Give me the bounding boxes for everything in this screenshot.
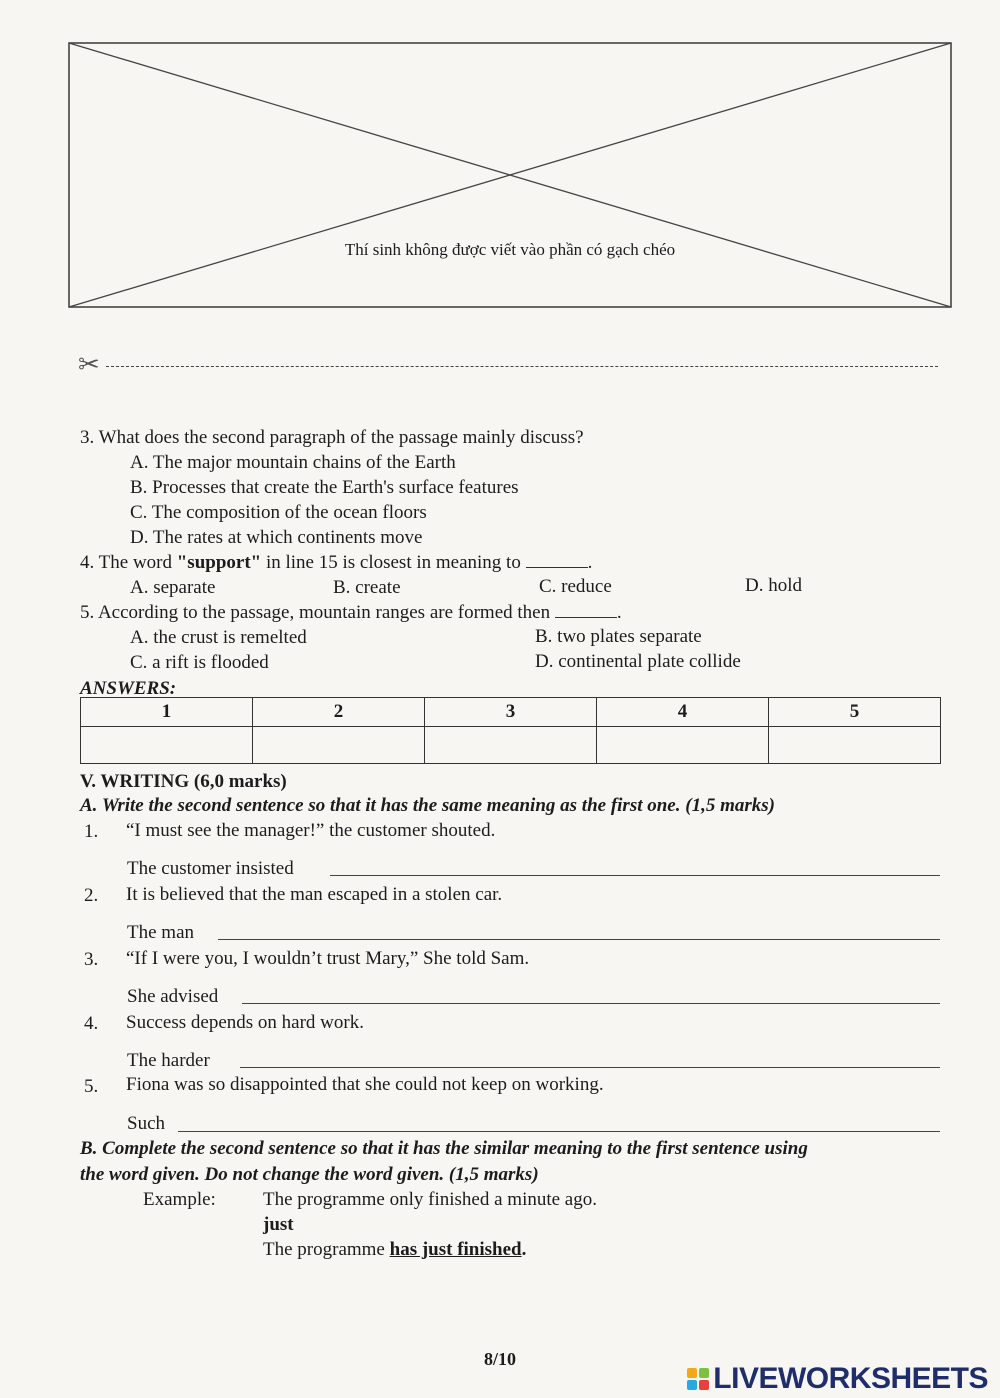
item-number: 2. bbox=[84, 885, 99, 906]
logo-icon bbox=[687, 1368, 709, 1390]
answer-cell-2[interactable] bbox=[253, 727, 425, 764]
cross-lines bbox=[68, 42, 952, 308]
crossed-out-box bbox=[68, 42, 952, 308]
question-5-blank bbox=[555, 601, 617, 618]
question-5-option-b[interactable]: B. two plates separate bbox=[535, 626, 702, 647]
answer-cell-4[interactable] bbox=[597, 727, 769, 764]
item-prompt: The customer insisted bbox=[127, 858, 294, 879]
answer-line[interactable] bbox=[218, 939, 940, 940]
example-sentence: The programme only finished a minute ago. bbox=[263, 1189, 597, 1210]
example-answer-key: has just finished bbox=[389, 1239, 522, 1260]
question-5-option-c[interactable]: C. a rift is flooded bbox=[130, 652, 269, 673]
answer-cell-5[interactable] bbox=[769, 727, 941, 764]
answer-line[interactable] bbox=[330, 875, 940, 876]
answers-label: ANSWERS: bbox=[80, 678, 177, 699]
answers-header-cell: 2 bbox=[253, 698, 425, 727]
answer-line[interactable] bbox=[242, 1003, 940, 1004]
item-prompt: Such bbox=[127, 1113, 165, 1134]
question-4-blank bbox=[526, 551, 588, 568]
cut-line bbox=[78, 350, 940, 380]
page-number: 8/10 bbox=[483, 1349, 516, 1369]
question-3-stem: 3. What does the second paragraph of the passage mainly discuss? bbox=[80, 427, 584, 448]
scissors-icon: ✂ bbox=[78, 350, 100, 380]
item-sentence: Fiona was so disappointed that she could not keep on working. bbox=[126, 1074, 604, 1095]
question-3-option-a[interactable]: A. The major mountain chains of the Earth bbox=[130, 452, 456, 473]
item-number: 5. bbox=[84, 1076, 99, 1097]
item-number: 3. bbox=[84, 949, 99, 970]
answers-header-cell: 1 bbox=[81, 698, 253, 727]
question-4-stem: 4. The word "support" in line 15 is closest in meaning to . bbox=[80, 552, 593, 573]
dashed-divider bbox=[106, 366, 938, 367]
answers-header-cell: 4 bbox=[597, 698, 769, 727]
item-sentence: Success depends on hard work. bbox=[126, 1012, 364, 1033]
item-sentence: It is believed that the man escaped in a stolen car. bbox=[126, 884, 503, 905]
item-prompt: She advised bbox=[127, 986, 219, 1007]
item-sentence: “I must see the manager!” the customer shouted. bbox=[126, 820, 496, 841]
question-4-option-b[interactable]: B. create bbox=[333, 577, 401, 598]
example-given-word: just bbox=[263, 1214, 294, 1235]
question-4-option-c[interactable]: C. reduce bbox=[539, 576, 612, 597]
answers-header-cell: 5 bbox=[769, 698, 941, 727]
item-number: 1. bbox=[84, 821, 99, 842]
writing-section-title: V. WRITING (6,0 marks) bbox=[80, 771, 287, 792]
answers-header-row bbox=[81, 698, 941, 727]
question-5-option-a[interactable]: A. the crust is remelted bbox=[130, 627, 307, 648]
answer-line[interactable] bbox=[240, 1067, 940, 1068]
answer-cell-3[interactable] bbox=[425, 727, 597, 764]
answers-header-cell: 3 bbox=[425, 698, 597, 727]
question-3-option-d[interactable]: D. The rates at which continents move bbox=[130, 527, 423, 548]
question-5-stem: 5. According to the passage, mountain ranges are formed then . bbox=[80, 602, 622, 623]
no-writing-note: Thí sinh không được viết vào phần có gạch chéo bbox=[344, 240, 676, 259]
answers-table bbox=[80, 697, 941, 764]
answer-line[interactable] bbox=[178, 1131, 940, 1132]
question-4-option-a[interactable]: A. separate bbox=[130, 577, 216, 598]
answers-input-row bbox=[81, 727, 941, 764]
item-prompt: The man bbox=[127, 922, 195, 943]
item-prompt: The harder bbox=[127, 1050, 210, 1071]
question-4-option-d[interactable]: D. hold bbox=[745, 575, 802, 596]
part-b-instruction-line-1: B. Complete the second sentence so that it has the similar meaning to the first sentence using bbox=[80, 1138, 808, 1159]
question-4-keyword: "support" bbox=[176, 552, 262, 573]
logo-text: LIVEWORKSHEETS bbox=[713, 1362, 988, 1395]
example-answer: The programme has just finished. bbox=[263, 1239, 527, 1260]
part-a-instruction: A. Write the second sentence so that it has the same meaning as the first one. (1,5 marks) bbox=[80, 795, 775, 816]
question-3-option-c[interactable]: C. The composition of the ocean floors bbox=[130, 502, 427, 523]
question-5-option-d[interactable]: D. continental plate collide bbox=[535, 651, 741, 672]
part-b-instruction-line-2: the word given. Do not change the word given. (1,5 marks) bbox=[80, 1164, 539, 1185]
item-number: 4. bbox=[84, 1013, 99, 1034]
answer-cell-1[interactable] bbox=[81, 727, 253, 764]
example-label: Example: bbox=[143, 1189, 216, 1210]
item-sentence: “If I were you, I wouldn’t trust Mary,” She told Sam. bbox=[126, 948, 530, 969]
question-3-option-b[interactable]: B. Processes that create the Earth's surface features bbox=[130, 477, 519, 498]
liveworksheets-logo[interactable] bbox=[687, 1362, 988, 1396]
